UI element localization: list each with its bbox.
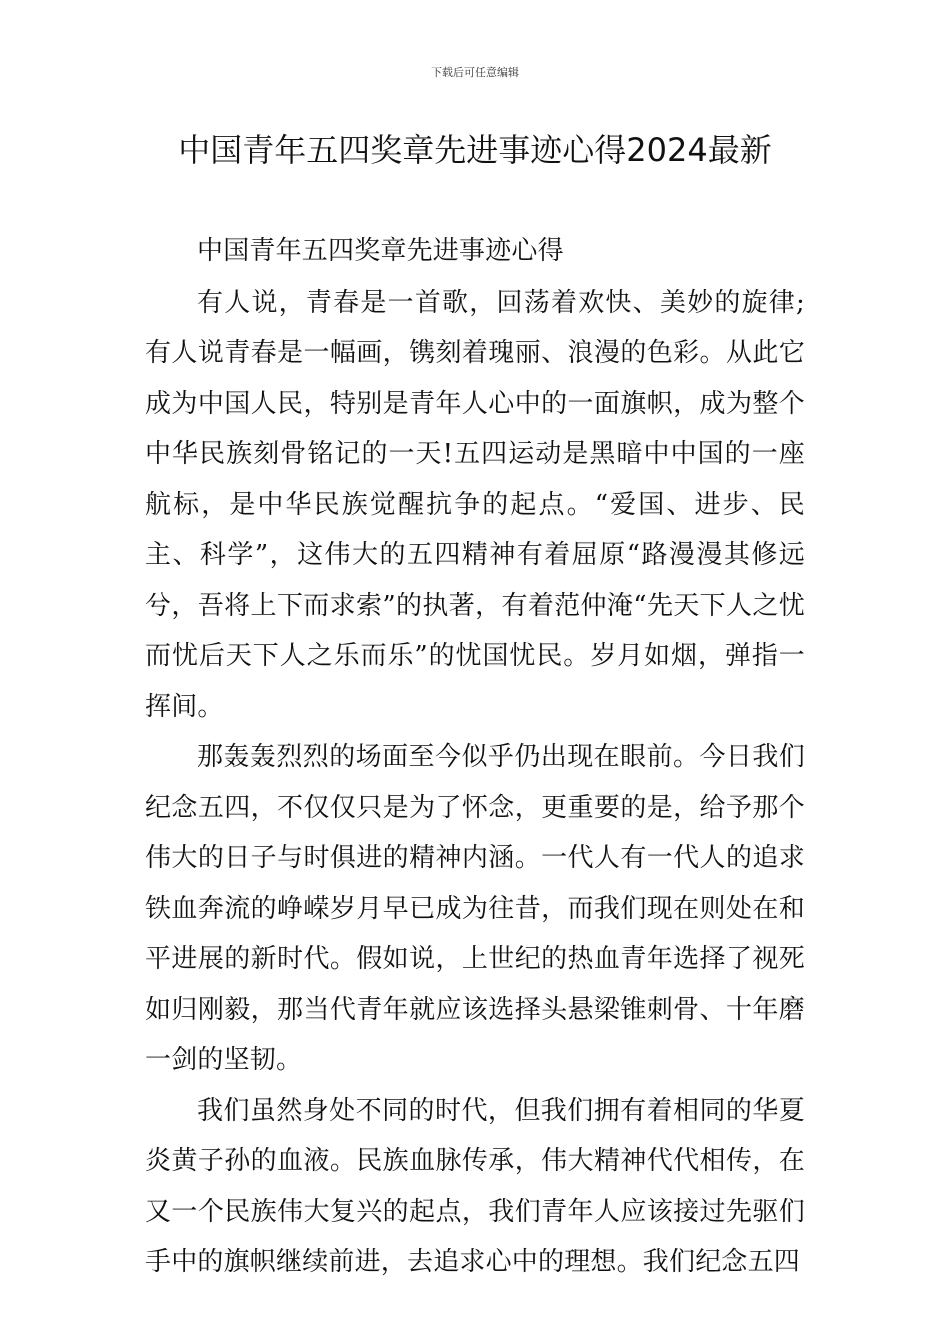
- document-subheading: 中国青年五四奖章先进事迹心得: [197, 236, 564, 266]
- paragraph-1: 有人说，青春是一首歌，回荡着欢快、美妙的旋律;有人说青春是一幅画，镌刻着瑰丽、浪漫的色彩。从此它成为中国人民，特别是青年人心中的一面旗帜，成为整个中华民族刻骨铭记的一天!五四运动是黑暗中中国的一座航标，是中华民族觉醒抗争的起点。“爱国、进步、民主、科学”，这伟大的五四精神有着屈原“路漫漫其修远兮，吾将上下而求索”的执著，有着范仲淹“先天下人之忧而忧后天下人之乐而乐”的忧国忧民。岁月如烟，弹指一挥间。: [145, 287, 805, 722]
- document-body: [145, 226, 805, 1288]
- document-title: 中国青年五四奖章先进事迹心得2024最新: [178, 131, 772, 169]
- paragraph-3: 我们虽然身处不同的时代，但我们拥有着相同的华夏炎黄子孙的血液。民族血脉传承，伟大精神代代相传，在又一个民族伟大复兴的起点，我们青年人应该接过先驱们手中的旗帜继续前进，去追求心中的理想。我们纪念五四: [145, 1095, 805, 1277]
- header-note: 下载后可任意编辑: [431, 66, 519, 79]
- paragraph-2: 那轰轰烈烈的场面至今似乎仍出现在眼前。今日我们纪念五四，不仅仅只是为了怀念，更重要的是，给予那个伟大的日子与时俱进的精神内涵。一代人有一代人的追求铁血奔流的峥嵘岁月早已成为往昔，而我们现在则处在和平进展的新时代。假如说，上世纪的热血青年选择了视死如归刚毅，那当代青年就应该选择头悬梁锥刺骨、十年磨一剑的坚韧。: [145, 742, 805, 1075]
